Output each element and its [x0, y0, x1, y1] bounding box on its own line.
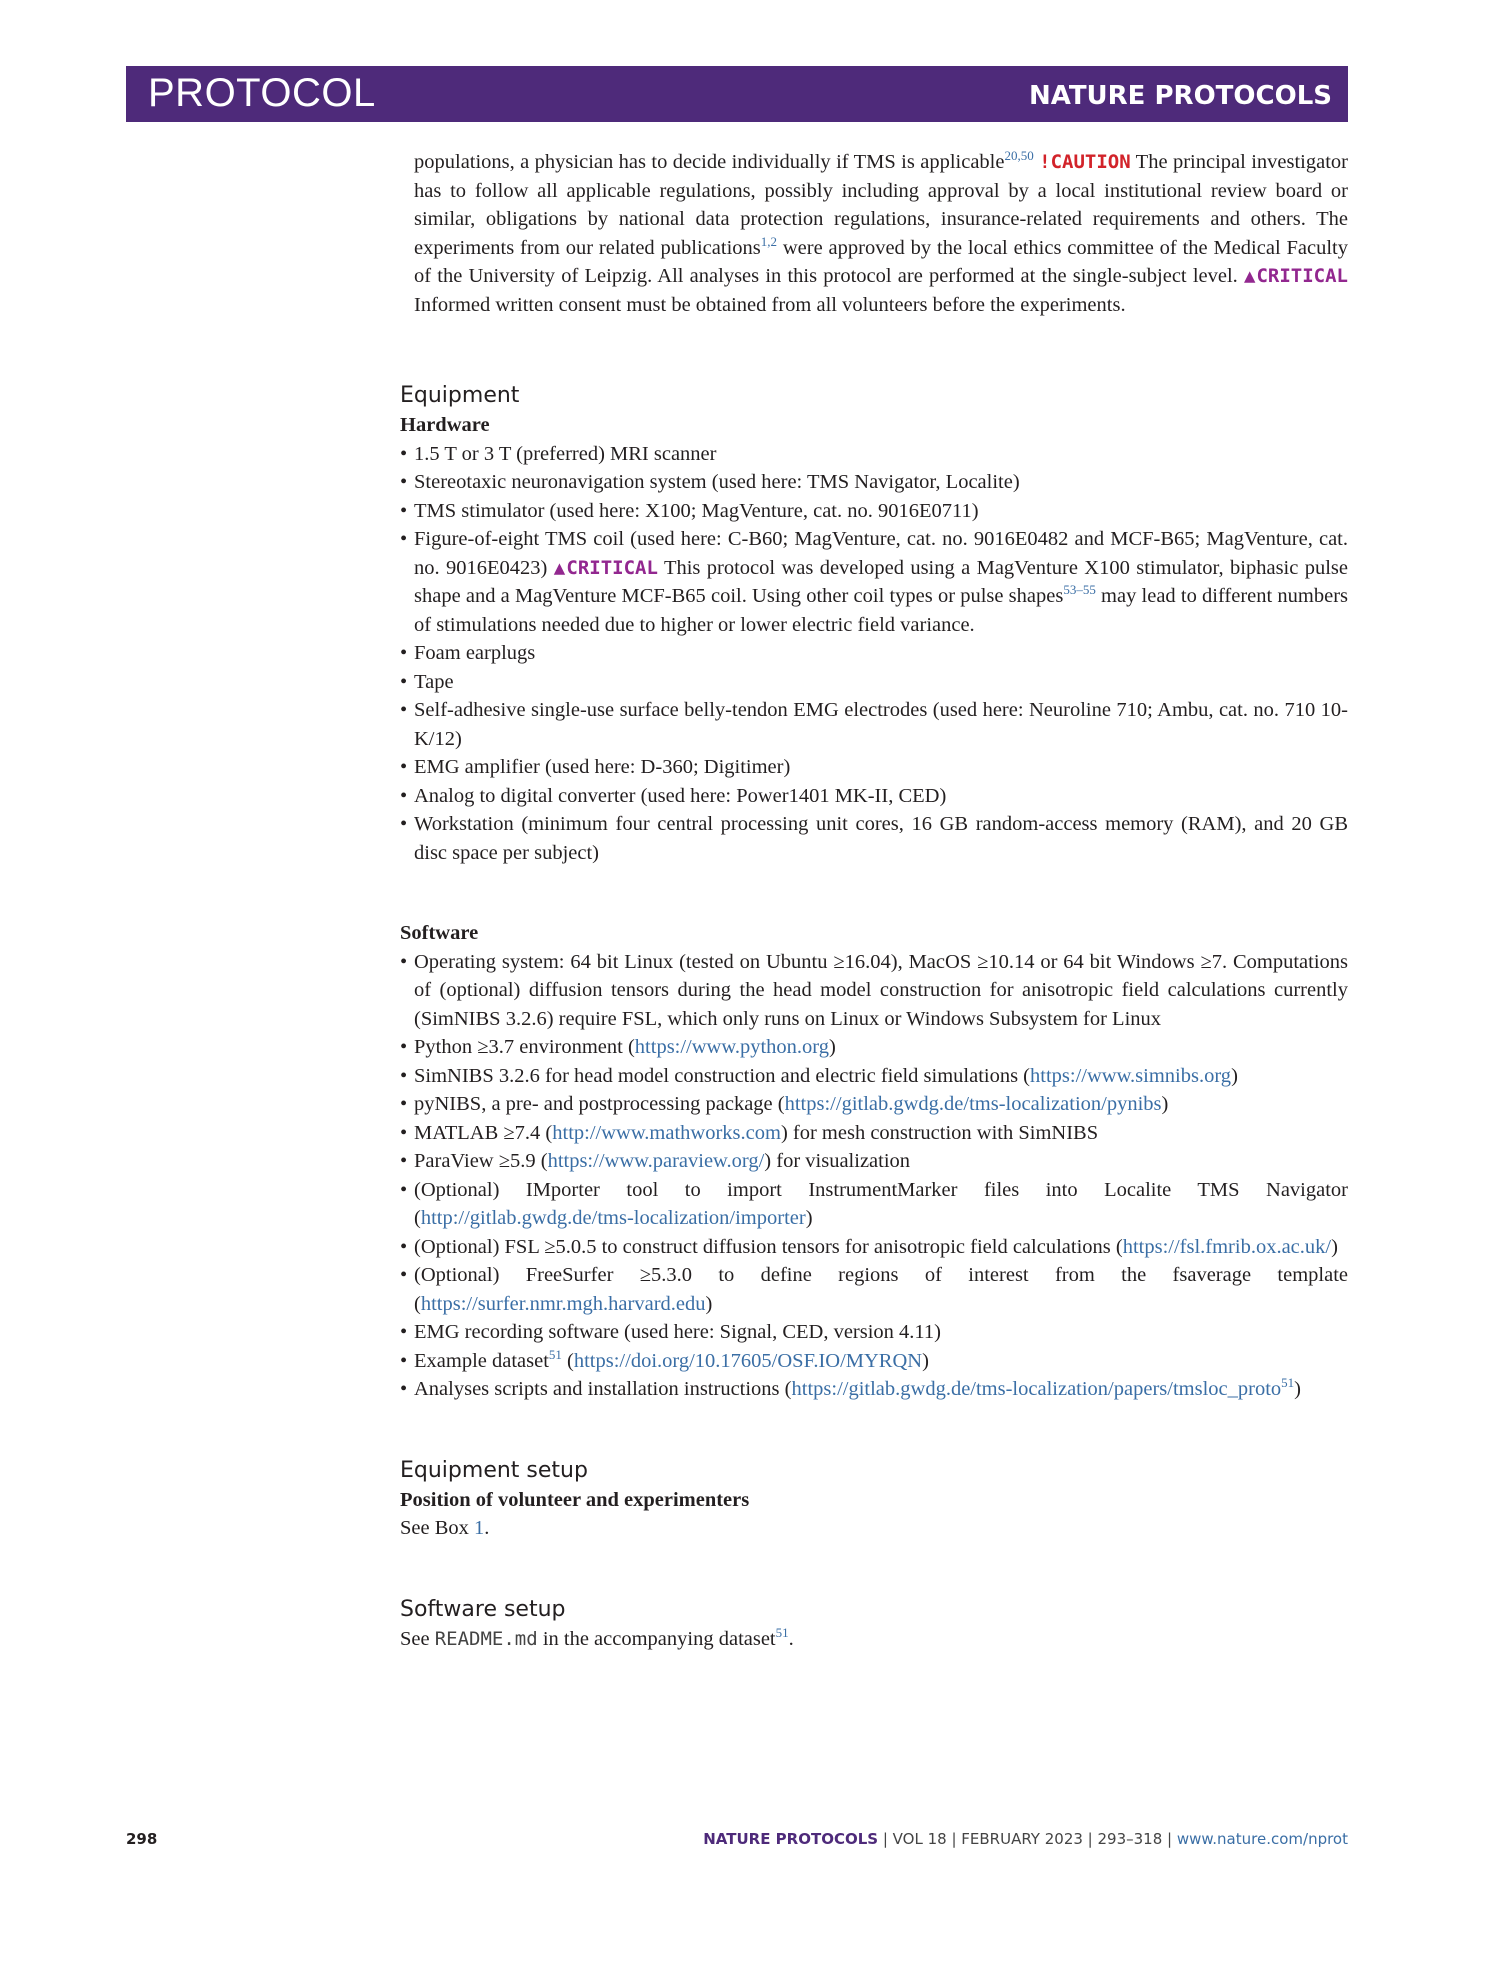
footer-citation: NATURE PROTOCOLS | VOL 18 | FEBRUARY 2023 | 293–318 | www.nature.com/nprot	[703, 1830, 1348, 1848]
page-footer	[126, 1830, 1348, 1854]
software-heading: Software	[400, 922, 479, 944]
python-link[interactable]: https://www.python.org	[634, 1036, 829, 1058]
list-item: • (Optional) IMporter tool to import InstrumentMarker files into Localite TMS Navigator (http://gitlab.gwdg.de/tms-localization/importer)	[400, 1176, 1348, 1233]
critical-label: ▲CRITICAL	[553, 556, 658, 579]
importer-link[interactable]: http://gitlab.gwdg.de/tms-localization/importer	[420, 1207, 806, 1229]
journal-name: NATURE PROTOCOLS	[1028, 81, 1332, 111]
list-item: • (Optional) FreeSurfer ≥5.3.0 to define regions of interest from the fsaverage template (https://surfer.nmr.mgh.harvard.edu)	[400, 1261, 1348, 1318]
header-banner	[126, 66, 1348, 122]
pynibs-link[interactable]: https://gitlab.gwdg.de/tms-localization/pynibs	[784, 1093, 1162, 1115]
list-item: • Operating system: 64 bit Linux (tested on Ubuntu ≥16.04), MacOS ≥10.14 or 64 bit Windows ≥7. Computations of (optional) diffusion tensors during the head model construction for anisotropic field calculations currently (SimNIBS 3.2.6) require FSL, which only runs on Linux or Windows Subsystem for Linux	[400, 948, 1348, 1034]
box-link[interactable]: 1	[474, 1517, 485, 1539]
position-subheading: Position of volunteer and experimenters	[400, 1488, 750, 1511]
scripts-link[interactable]: https://gitlab.gwdg.de/tms-localization/papers/tmsloc_proto	[791, 1378, 1282, 1400]
list-item: • EMG recording software (used here: Signal, CED, version 4.11)	[400, 1318, 1348, 1347]
fsl-link[interactable]: https://fsl.fmrib.ox.ac.uk/	[1122, 1235, 1332, 1258]
list-item: • Foam earplugs	[400, 639, 1348, 668]
list-item: • EMG amplifier (used here: D-360; Digitimer)	[400, 753, 1348, 782]
list-item: • MATLAB ≥7.4 (http://www.mathworks.com) for mesh construction with SimNIBS	[400, 1119, 1348, 1148]
citation-ref[interactable]: 1,2	[760, 233, 777, 249]
freesurfer-link[interactable]: https://surfer.nmr.mgh.harvard.edu	[420, 1292, 706, 1315]
paraview-link[interactable]: https://www.paraview.org/	[547, 1150, 765, 1172]
list-item: • Figure-of-eight TMS coil (used here: C-B60; MagVenture, cat. no. 9016E0482 and MCF-B65; MagVenture, cat. no. 9016E0423) ▲CRITICAL This protocol was developed using a MagVenture X100 stimulator, biphasic pulse shape and a MagVenture MCF-B65 coil. Using other coil types or pulse shapes$^{53-55}$ may lead to different numbers of stimulations needed due to higher or lower electric field variance.	[400, 525, 1348, 639]
equipment-setup-text: See Box 1.	[400, 1517, 490, 1539]
list-item: • 1.5 T or 3 T (preferred) MRI scanner	[400, 440, 1348, 469]
matlab-link[interactable]: http://www.mathworks.com	[552, 1121, 781, 1144]
list-item: • TMS stimulator (used here: X100; MagVenture, cat. no. 9016E0711)	[400, 497, 1348, 526]
list-item: • Workstation (minimum four central processing unit cores, 16 GB random-access memory (RAM), and 20 GB disc space per subject)	[400, 810, 1348, 867]
list-item: • (Optional) FSL ≥5.0.5 to construct diffusion tensors for anisotropic field calculations (https://fsl.fmrib.ox.ac.uk/)	[400, 1233, 1348, 1262]
software-setup-heading: Software setup	[400, 1596, 566, 1622]
list-item: • ParaView ≥5.9 (https://www.paraview.org/) for visualization	[400, 1147, 1348, 1176]
critical-label: ▲CRITICAL	[1243, 265, 1349, 287]
list-item: • Stereotaxic neuronavigation system (used here: TMS Navigator, Localite)	[400, 468, 1348, 497]
list-item: • Example dataset$^{51}$ (https://doi.org/10.17605/OSF.IO/MYRQN)	[400, 1347, 1348, 1376]
readme-filename: README.md	[434, 1627, 538, 1650]
citation-ref[interactable]: 51	[548, 1346, 562, 1362]
hardware-list	[400, 440, 1348, 868]
intro-paragraph: populations, a physician has to decide individually if TMS is applicable$^{20,50}$ !CAUTION The principal investigator has to follow all applicable regulations, possibly including approval by a local institutional review board or similar, obligations by national data protection regulations, insurance-related requirements and others. The experiments from our related publications$^{1,2}$ were approved by the local ethics committee of the Medical Faculty of the University of Leipzig. All analyses in this protocol are performed at the single-subject level. ▲CRITICAL Informed written consent must be obtained from all volunteers before the experiments.	[414, 148, 1349, 316]
citation-ref[interactable]: 51	[775, 1624, 789, 1640]
list-item: • Self-adhesive single-use surface belly-tendon EMG electrodes (used here: Neuroline 710; Ambu, cat. no. 710 10-K/12)	[400, 696, 1348, 753]
page-number: 298	[126, 1830, 158, 1848]
hardware-heading: Hardware	[400, 414, 490, 436]
software-setup-text: See README.md in the accompanying dataset$^{51}$.	[400, 1624, 794, 1650]
software-list	[400, 948, 1348, 1404]
simnibs-link[interactable]: https://www.simnibs.org	[1030, 1064, 1232, 1087]
caution-label: !CAUTION	[1039, 151, 1131, 173]
list-item: • SimNIBS 3.2.6 for head model construction and electric field simulations (https://www.simnibs.org)	[400, 1062, 1348, 1091]
list-item: • Analog to digital converter (used here: Power1401 MK-II, CED)	[400, 782, 1348, 811]
equipment-heading: Equipment	[400, 383, 520, 408]
section-label: PROTOCOL	[148, 71, 376, 115]
list-item: • pyNIBS, a pre- and postprocessing package (https://gitlab.gwdg.de/tms-localization/pynibs)	[400, 1090, 1348, 1119]
citation-ref[interactable]: 53–55	[1063, 582, 1096, 598]
article-body	[400, 148, 1348, 1653]
list-item: • Python ≥3.7 environment (https://www.python.org)	[400, 1033, 1348, 1062]
dataset-link[interactable]: https://doi.org/10.17605/OSF.IO/MYRQN	[573, 1349, 923, 1372]
equipment-setup-heading: Equipment setup	[400, 1457, 588, 1483]
list-item: • Analyses scripts and installation instructions (https://gitlab.gwdg.de/tms-localization/papers/tmsloc_proto$^{51}$)	[400, 1375, 1348, 1404]
citation-ref[interactable]: 20,50	[1004, 148, 1034, 164]
list-item: • Tape	[400, 668, 1348, 697]
citation-ref[interactable]: 51	[1281, 1375, 1295, 1391]
journal-url[interactable]: www.nature.com/nprot	[1176, 1830, 1348, 1848]
